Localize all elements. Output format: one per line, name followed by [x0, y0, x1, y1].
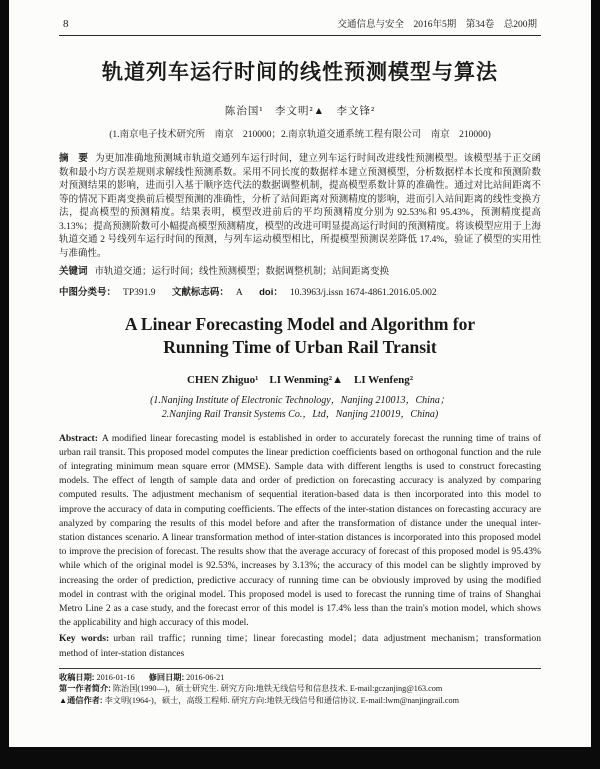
doc-code-label: 文献标志码：	[171, 286, 229, 298]
footnote-block	[59, 668, 541, 707]
english-abstract-text: A modified linear forecasting model is established in order to accurately forecast the running time of trains of urban rail transit. This proposed model computes the linear prediction coefficients based on orthogonal function and the rule of integrating minimum mean square error (MMSE). Sample data with different lengths is used to construct forecasting models. The effect of length of sample data and order of prediction on forecasting accuracy is analyzed by comparing computed results. The adjustment mechanism of sequential iteration-based data is then incorporated into this model to improve the accuracy of data in computing coefficients. The effects of the inter-station distances on forecasting accuracy are analyzed by comparing the results of this model before and after the transformation of distance under the unequal inter-station distances scenario. A linear transformation method of inter-station distances is incorporated into this proposed model to improve the precision of forecast. The results show that the average accuracy of forecast of this proposed model is 95.43% while which of the original model is 92.53%, increases by 3.13%; the accuracy of this model can be slightly improved by increasing the order of prediction, predictive accuracy of running time can be obviously improved by using the modified model in contrast with the original model. This proposed model is used to forecast the running time of trains of Shanghai Metro Line 2 as a case study, and the forecast error of this model is 17.4% less than the train's motion model, which shows the applicability and high accuracy of this model.	[59, 432, 541, 629]
clc-value: TP391.9	[123, 287, 156, 298]
chinese-authors: 陈治国¹ 李文明²▲ 李文锋²	[224, 106, 376, 117]
chinese-keywords-text: 市轨道交通；运行时间；线性预测模型；数据调整机制；站间距离变换	[94, 267, 390, 277]
revised-date-value: 2016-06-21	[186, 672, 225, 682]
english-abstract	[59, 432, 541, 631]
chinese-affiliation: (1.南京电子技术研究所 南京 210000；2.南京轨道交通系统工程有限公司 南京 210000)	[109, 130, 491, 140]
paper-page	[9, 0, 591, 747]
chinese-abstract-label: 摘 要	[59, 153, 89, 164]
footnote-dates-line	[59, 672, 541, 684]
corresponding-author-line	[59, 695, 541, 707]
english-authors: CHEN Zhiguo¹ LI Wenming²▲ LI Wenfeng²	[186, 373, 414, 386]
english-affiliation-line1: (1.Nanjing Institute of Electronic Technology，Nanjing 210013，China；	[150, 394, 450, 406]
doi-value: 10.3963/j.issn 1674-4861.2016.05.002	[289, 287, 437, 298]
english-keywords-text: urban rail traffic；running time；linear forecasting model；data adjustment mechanism；transformation method of inter-station distances	[59, 633, 541, 659]
chinese-keywords-label: 关键词	[59, 266, 88, 277]
chinese-abstract	[59, 152, 541, 261]
chinese-keywords	[59, 265, 541, 280]
journal-info: 交通信息与安全 2016年5期 第34卷 总200期	[337, 20, 537, 30]
english-affiliation	[59, 394, 541, 422]
clc-label: 中图分类号：	[59, 286, 117, 298]
english-keywords	[59, 632, 541, 660]
chinese-title: 轨道列车运行时间的线性预测模型与算法	[102, 61, 498, 84]
doi-label: doi：	[259, 286, 283, 298]
doi-segment	[259, 288, 436, 298]
clc-segment	[59, 288, 155, 298]
corresponding-author-label: ▲通信作者:	[59, 695, 103, 705]
first-author-label: 第一作者简介:	[59, 684, 111, 694]
doc-code-value: A	[235, 287, 243, 298]
running-header	[59, 16, 541, 36]
chinese-abstract-text: 为更加准确地预测城市轨道交通列车运行时间，建立列车运行时间改进线性预测模型。该模型基于正交函数和最小均方误差规则求解线性预测系数。采用不同长度的数据样本建立预测模型，分析数据样本长度和预测阶数对预测结果的影响，进而引入基于顺序迭代法的数据调整机制，提高模型系数计算的准确性。通过对比站间距离不等的情况下距离变换前后模型预测的准确性，分析了站间距离对预测精度的影响，进而引入站间距离的线性变换方法，提高模型的预测精度。结果表明，模型改进前后的平均预测精度分别为 92.53%和 95.43%，预测精度提高 3.13%；提高预测阶数可小幅提高模型预测精度，模型的改进可明显提高运行时间的预测精度。将该模型应用于上海轨道交通 2 号线列车运行时间的预测，与列车运动模型相比，所提模型预测误差降低 17.4%，验证了模型的实用性与准确性。	[59, 154, 541, 259]
classification-line	[59, 284, 541, 298]
first-author-bio: 陈治国(1990—)，硕士研究生. 研究方向:地铁无线信号和信息技术. E-mail:gczanjing@163.com	[112, 684, 443, 694]
corresponding-author-bio: 李文明(1964-)，硕士，高级工程师. 研究方向:地铁无线信号和通信协议. E-mail:lwm@nanjingrail.com	[104, 695, 459, 705]
english-title-line1: A Linear Forecasting Model and Algorithm for	[124, 313, 476, 334]
received-date-value: 2016-01-16	[96, 672, 135, 682]
english-abstract-label: Abstract:	[59, 432, 98, 444]
received-date-label: 收稿日期:	[59, 672, 95, 682]
english-title-line2: Running Time of Urban Rail Transit	[163, 336, 437, 357]
page-number: 8	[63, 18, 69, 30]
first-author-line	[59, 683, 541, 695]
english-title	[59, 313, 541, 359]
english-affiliation-line2: 2.Nanjing Rail Transit Systems Co.，Ltd，Nanjing 210019，China)	[161, 408, 439, 420]
revised-date-label: 修回日期:	[148, 672, 185, 682]
english-keywords-label: Key words:	[59, 633, 110, 645]
doc-code-segment	[172, 288, 243, 298]
